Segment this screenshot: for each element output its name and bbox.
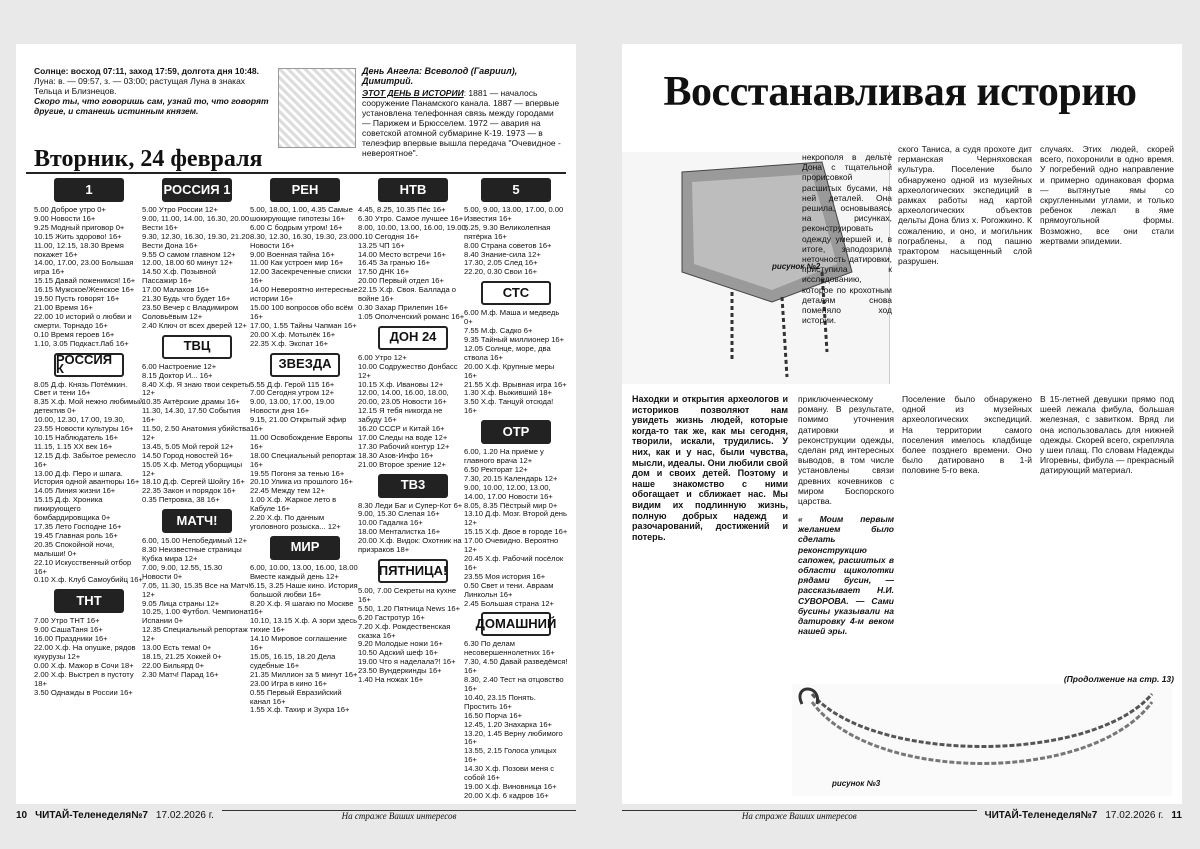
channel-logo: СТС	[481, 281, 551, 305]
program-item: 9.15, 21.00 Открытый эфир 16+	[250, 415, 347, 434]
program-item: 14.30 Х.ф. Позови меня с собой 16+	[464, 764, 555, 783]
channel-column-2	[142, 174, 252, 680]
program-item: 7.55 М.ф. Садко 6+	[464, 326, 533, 336]
program-item: 4.45, 8.25, 10.35 Пёс 16+	[358, 205, 446, 214]
channel-logo: ТВ3	[378, 474, 448, 498]
program-item: 18.00 Менталистка 16+	[358, 527, 441, 537]
channel-logo: ТНТ	[54, 589, 124, 613]
program-item: 14.00 Место встречи 16+	[358, 249, 446, 259]
program-item: 17.35 Лето Господне 16+	[34, 522, 122, 531]
program-item: 13.00 Д.ф. Перо и шпага. История одной авантюры 16+	[34, 468, 140, 487]
program-item: 22.20, 0.30 Свои 16+	[464, 267, 538, 277]
angel-day-box	[362, 66, 562, 158]
program-item: 17.00 Малахов 16+	[142, 285, 210, 295]
left-footer	[16, 806, 576, 824]
program-item: 7.00, 9.00, 12.55, 15.30 Новости 0+	[142, 562, 223, 581]
program-item: 19.00 Х.ф. Виновница 16+	[464, 781, 557, 791]
caption-2: рисунок №2	[772, 262, 821, 271]
program-item: 1.05 Ополченский романс 16+	[358, 311, 465, 321]
program-item: 22.00 10 историй о любви и смерти. Торнадо 16+	[34, 311, 132, 330]
channel-logo: 1	[54, 178, 124, 202]
page-number: 10	[16, 809, 28, 821]
channel-logo: РОССИЯ 1	[162, 178, 232, 202]
caption-3: рисунок №3	[832, 779, 881, 788]
program-item: 14.50 Город новостей 16+	[142, 450, 233, 460]
program-item: 6.00 Утро 12+	[358, 352, 407, 362]
column-2-top: ского Таниса, а судя прохоте дит германская Черняховская культура. Поселение было обнаружено одной из музейных археологических экспедиций в рамках работы над картой археологических объектов дельты Дона близ х. Рогожкино. К сожалению, и оно, и могильник пограблены, а под пашню трактором насыщенный слой разрушен.	[898, 144, 1032, 267]
program-item: 3.50 Однажды в России 16+	[34, 687, 133, 697]
channel-logo: ТВЦ	[162, 335, 232, 359]
history-text: : 1881 — началось сооружение Панамского канала. 1887 — впервые установлена телефонная связь между городами — Парижем и Брюсселем. 1972 — авария на советской атомной субмарине К-19. 1973 — в телеэфир впервые вышла передача "Очевидное - невероятное".	[362, 88, 561, 158]
almanac	[34, 66, 270, 116]
program-item: 0.30 Захар Прилепин 16+	[358, 302, 449, 312]
program-item: 21.00 Время 16+	[34, 302, 93, 312]
program-item: 20.00 Первый отдел 16+	[358, 276, 444, 286]
program-item: 12.15 Д.ф. Забытое ремесло 16+	[34, 450, 136, 469]
program-item: 16.20 СССР и Китай 16+	[358, 424, 445, 434]
channel-logo: МИР	[270, 536, 340, 560]
program-item: 6.30 По делам несовершеннолетних 16+	[464, 639, 555, 658]
program-item: 15.05, 16.15, 18.20 Дела судебные 16+	[250, 651, 336, 670]
program-item: 23.55 Моя история 16+	[464, 571, 546, 581]
program-item: 2.30 Матч! Парад 16+	[142, 669, 219, 679]
channel-logo: НТВ	[378, 178, 448, 202]
program-item: 19.00 Что я наделала?! 16+	[358, 657, 456, 667]
program-item: 11.15, 1.15 ХХ век 16+	[34, 441, 113, 451]
program-item: 10.35 Актёрские драмы 16+	[142, 397, 240, 407]
program-item: 8.30 Леди Баг и Супер-Кот 6+	[358, 500, 463, 510]
program-item: 20.00 Х.ф. Крупные меры 16+	[464, 361, 555, 380]
program-item: 9.55 О самом главном 12+	[142, 249, 236, 259]
program-item: 12.05 Солнце, море, два ствола 16+	[464, 343, 551, 362]
program-item: 7.05, 11.30, 15.35 Все на Матч! 12+	[142, 580, 251, 599]
program-item: 14.00 Невероятно интересные истории 16+	[250, 285, 358, 304]
program-item: 9.35 Тайный миллионер 16+	[464, 334, 565, 344]
program-item: 12.45, 1.20 Знахарка 16+	[464, 719, 552, 729]
program-item: 7.20 Х.ф. Рождественская сказка 16+	[358, 621, 451, 640]
program-item: 23.50 Вундеркинды 16+	[358, 666, 442, 676]
program-item: 8.00, 10.00, 13.00, 16.00, 19.00, 0.10 Сегодня 16+	[358, 222, 468, 241]
program-item: 9.20 Молодые ножи 16+	[358, 639, 443, 649]
program-item: 20.00 Х.ф. Видок: Охотник на призраков 18+	[358, 536, 462, 555]
program-item: 22.15 Х.ф. Своя. Баллада о войне 16+	[358, 285, 457, 304]
program-item: 6.00, 10.00, 13.00, 16.00, 18.00 Вместе каждый день 12+	[250, 562, 358, 581]
program-item: 6.20 Гастротур 16+	[358, 612, 425, 622]
program-item: 9.00, 10.00, 12.00, 13.00, 14.00, 17.00 Новости 16+	[464, 482, 553, 501]
date: 17.02.2026 г.	[155, 809, 214, 821]
program-item: 10.50 Адский шеф 16+	[358, 648, 438, 658]
program-item: 13.00 Есть тема! 0+	[142, 643, 212, 653]
program-item: 8.40 Знание-сила 12+	[464, 249, 541, 259]
program-item: 22.45 Между тем 12+	[250, 486, 325, 496]
slogan: На страже Ваших интересов	[222, 810, 576, 821]
program-item: 0.35 Петровка, 38 16+	[142, 495, 220, 505]
program-item: 18.30 Азов-Инфо 16+	[358, 450, 434, 460]
program-item: 20.35 Спокойной ночи, малыши! 0+	[34, 539, 115, 558]
program-item: 8.05, 8.35 Пёстрый мир 0+	[464, 500, 558, 510]
quote: « Моим первым желанием было сделать реконструкцию сапожек, расшитых в области щиколотки рядами бусин, — рассказывает Н.И. СУВОРОВА. — Сами бусины указывали на датировку 4-м веком нашей эры.	[798, 514, 894, 637]
program-item: 9.00, 15.30 Слепая 16+	[358, 509, 440, 519]
program-item: 21.55 Х.ф. Врывная игра 16+	[464, 379, 567, 389]
program-item: 8.30 Неизвестные страницы Кубка мира 12+	[142, 545, 242, 563]
channel-logo: 5	[481, 178, 551, 202]
channel-logo: ПЯТНИЦА!	[378, 559, 448, 583]
channel-column-5	[464, 174, 568, 801]
continued-note: (Продолжение на стр. 13)	[1063, 674, 1174, 684]
program-item: 9.00 Новости 16+	[34, 213, 96, 223]
program-item: 13.45, 5.05 Мой герой 12+	[142, 441, 234, 451]
program-item: 5.00, 9.00, 13.00, 17.00, 0.00 Известия 16+	[464, 205, 564, 223]
program-item: 16.45 За гранью 16+	[358, 258, 431, 268]
program-item: 13.20, 1.45 Верну любимого 16+	[464, 728, 563, 747]
program-item: 17.30, 2.05 След 16+	[464, 258, 538, 268]
program-item: 0.10 Х.ф. Клуб Самоубийц 16+	[34, 575, 143, 585]
program-item: 11.00 Освобождение Европы 16+	[250, 432, 353, 451]
column-right-3: В 15-летней девушки прямо под шеей лежала фибула, большая железная, с завитком. Вряд ли она использовалась для нижней одежды. Скорей всего, скрепляла у шеи плащ. По словам Надежды Игоревны, фибула — прекрасный датирующий материал.	[1040, 394, 1174, 476]
program-item: 16.15 Мужское/Женское 16+	[34, 285, 135, 295]
program-item: 6.00 М.ф. Маша и медведь 0+	[464, 308, 560, 327]
program-item: 6.00 Настроение 12+	[142, 361, 217, 371]
program-item: 22.35 Закон и порядок 16+	[142, 486, 236, 496]
program-item: 18.15, 21.25 Хоккей 0+	[142, 651, 222, 661]
channel-column-1	[34, 174, 144, 698]
program-item: 8.35 Х.ф. Мой нежно любимый детектив 0+	[34, 397, 144, 416]
program-item: 12.35 Специальный репортаж 12+	[142, 625, 248, 644]
program-item: 6.00, 1.20 На приёме у главного врача 12+	[464, 447, 544, 466]
program-item: 10.00 Содружество Донбасс 12+	[358, 361, 458, 380]
program-item: 22.10 Искусственный отбор 16+	[34, 557, 132, 576]
program-item: 0.55 Первый Евразийский канал 16+	[250, 687, 342, 706]
channel-logo: МАТЧ!	[162, 509, 232, 533]
program-item: 6.00 С бодрым утром! 16+	[250, 222, 343, 232]
program-item: 8.40 Х.ф. Я знаю твои секреты 12+	[142, 379, 251, 398]
program-item: 14.50 Х.ф. Позывной Пассажир 16+	[142, 267, 216, 286]
program-item: 6.30 Утро. Самое лучшее 16+	[358, 213, 464, 223]
channel-column-4	[358, 174, 468, 685]
program-item: 8.30, 2.40 Тест на отцовство 16+	[464, 675, 564, 693]
page-number: 11	[1171, 809, 1182, 821]
day-title: Вторник, 24 февраля	[34, 146, 263, 172]
program-item: 0.10 Время героев 16+	[34, 329, 115, 339]
program-item: 21.35 Миллион за 5 минут 16+	[250, 669, 358, 679]
program-item: 1.10, 3.05 Подкаст.Лаб 16+	[34, 338, 129, 348]
program-item: 3.50 Х.ф. Танцуй отсюда! 16+	[464, 397, 554, 416]
program-item: 17.00 Очевидно. Вероятно 12+	[464, 536, 559, 555]
program-item: 13.10 Д.ф. Мозг. Второй день 12+	[464, 509, 567, 528]
channel-logo: ДОМАШНИЙ	[481, 612, 551, 636]
program-item: 8.15 Доктор И... 16+	[142, 370, 213, 380]
headline: Восстанавливая историю	[663, 69, 1137, 115]
program-item: 10.15 Х.ф. Ивановы 12+	[358, 379, 444, 389]
program-item: 14.00, 17.00, 23.00 Большая игра 16+	[34, 258, 134, 277]
program-item: 6.50 Ректорат 12+	[464, 464, 528, 474]
left-page	[16, 44, 576, 804]
program-item: 15.15 Д.ф. Хроника пикирующего бомбардировщика 0+	[34, 495, 111, 523]
program-item: 9.05 Лица страны 12+	[142, 598, 220, 608]
program-item: 9.00 СашаТаня 16+	[34, 625, 103, 635]
program-item: 8.30, 12.30, 16.30, 19.30, 23.00 Новости 16+	[250, 231, 358, 250]
program-item: 5.00, 18.00, 1.00, 4.35 Самые шокирующие гипотезы 16+	[250, 205, 353, 223]
program-item: 5.00 Доброе утро 0+	[34, 205, 106, 214]
program-item: 10.15 Наблюдатель 16+	[34, 432, 119, 442]
program-item: 17.00 Следы на воде 12+	[358, 432, 448, 442]
brand: ЧИТАЙ-Теленеделя№7	[35, 809, 148, 821]
program-item: 10.15 Жить здорово! 16+	[34, 231, 122, 241]
program-item: 9.30, 12.30, 16.30, 19.30, 21.20 Вести Дона 16+	[142, 231, 250, 250]
right-footer	[622, 806, 1182, 824]
angel-title: День Ангела: Всеволод (Гавриил), Димитрий.	[362, 66, 518, 86]
column-1-top: некрополя в дельте Дона с тщательной прорисовкой расшитых бусами, на ней деталей. Она решила, основываясь на рисунках, реконструировать одежду умершей и, в итоге, заподозрила неточность датировки, приступила к исследованию, которое по крохотным деталям снова поменяло ход истории.	[802, 152, 892, 326]
program-item: 20.00 Х.ф. 6 кадров 16+	[464, 790, 549, 800]
moon-info: Луна: в. — 09:57, з. — 03:00; растущая Луна в знаках Тельца и Близнецов.	[34, 76, 246, 96]
column-mid: приключенческому роману. В результате, помимо уточнения датировки и реконструкции одежды, сделан ряд интересных выводов, в том числе установлены связи древних кочевников с миром Боспорского царства.	[798, 394, 894, 507]
program-item: 10.00, 12.30, 17.00, 19.30, 23.55 Новости культуры 16+	[34, 415, 134, 434]
program-item: 11.30, 14.30, 17.50 События 16+	[142, 406, 241, 425]
program-item: 19.50 Пусть говорят 16+	[34, 294, 120, 304]
program-item: 10.10, 13.15 Х.ф. А зори здесь тихие 16+	[250, 616, 358, 635]
date: 17.02.2026 г.	[1105, 809, 1164, 821]
program-item: 7.00 Сегодня утром 12+	[250, 388, 335, 398]
program-item: 5.50, 1.20 Пятница News 16+	[358, 603, 461, 613]
channel-logo: ОТР	[481, 420, 551, 444]
program-item: 18.00 Специальный репортаж 16+	[250, 450, 356, 469]
program-item: 17.50 ДНК 16+	[358, 267, 410, 277]
program-item: 10.40, 23.15 Понять. Простить 16+	[464, 692, 536, 711]
program-item: 2.45 Большая страна 12+	[464, 598, 554, 608]
program-item: 8.00 Страна советов 16+	[464, 240, 552, 250]
program-item: 15.00 100 вопросов обо всём 16+	[250, 302, 353, 321]
program-item: 10.00 Гадалка 16+	[358, 518, 423, 528]
program-item: 17.00, 1.55 Тайны Чапман 16+	[250, 320, 357, 330]
channel-logo: ДОН 24	[378, 326, 448, 350]
program-item: 14.05 Линия жизни 16+	[34, 486, 116, 496]
program-item: 13.55, 2.15 Голоса улицых 16+	[464, 746, 557, 765]
channel-logo: ЗВЕЗДА	[270, 353, 340, 377]
program-item: 6.00, 15.00 Непобедимый 12+	[142, 536, 248, 546]
column-right-2: Поселение было обнаружено одной из музейных археологических экспедиций. На территории самого поселения имелось кладбище более позднего времени. Оно было датировано в 1-й половине 5-го века.	[902, 394, 1032, 476]
program-item: 15.05 Х.ф. Метод уборщицы 12+	[142, 459, 243, 478]
program-item: 19.55 Погоня за тенью 16+	[250, 468, 345, 478]
lead-paragraph: Находки и открытия археологов и историков позволяют нам увидеть жизнь людей, которые когда-то так же, как мы сегодня, творили, искали, трудились. У них, как и у нас, были чувства, мысли, идеалы. Они любили свой дом и своих детей. Поэтому и наше знакомство с ними обогащает и сближает нас. Мы видим их подлинную жизнь, полную добрых надежд и разочарований, достижений и потерь.	[632, 394, 788, 542]
program-item: 9.00 Военная тайна 16+	[250, 249, 335, 259]
channel-logo: РОССИЯ К	[54, 353, 124, 377]
program-item: 0.00 Х.ф. Мажор в Сочи 18+	[34, 660, 134, 670]
program-item: 16.00 Праздники 16+	[34, 634, 108, 644]
channel-logo: РЕН	[270, 178, 340, 202]
channel-column-3	[250, 174, 360, 715]
program-item: 20.00 Х.ф. Мотылёк 16+	[250, 329, 336, 339]
program-item: 7.30, 4.50 Давай разведёмся! 16+	[464, 657, 568, 676]
program-item: 1.55 Х.ф. Тахир и Зухра 16+	[250, 705, 350, 715]
program-item: 5.00, 7.00 Секреты на кухне 16+	[358, 586, 457, 604]
program-item: 18.10 Д.ф. Сергей Шойгу 16+	[142, 477, 245, 487]
program-item: 9.00, 11.00, 14.00, 16.30, 20.00 Вести 16+	[142, 213, 250, 232]
program-item: 7.30, 20.15 Календарь 12+	[464, 473, 558, 483]
program-item: 22.00 Бильярд 0+	[142, 660, 205, 670]
program-item: 5.25, 9.30 Великолепная пятёрка 16+	[464, 222, 551, 241]
program-item: 17.30 Рабочий контур 12+	[358, 441, 450, 451]
program-item: 12.00, 18.00 60 минут 12+	[142, 258, 233, 268]
program-item: 21.30 Будь что будет 16+	[142, 294, 231, 304]
proverb: Скоро ты, что говоришь сам, узнай то, что говорят другие, и станешь истинным князем.	[34, 96, 269, 116]
program-item: 15.15 Х.ф. Двое в городе 16+	[464, 527, 568, 537]
program-item: 16.50 Порча 16+	[464, 710, 523, 720]
program-item: 1.00 Х.ф. Жаркое лето в Кабуле 16+	[250, 495, 337, 514]
program-item: 1.30 Х.ф. Выживший 18+	[464, 388, 552, 398]
program-item: 0.50 Свет и тени. Авраам Линкольн 16+	[464, 580, 554, 599]
program-item: 20.10 Улика из прошлого 16+	[250, 477, 353, 487]
program-item: 2.40 Ключ от всех дверей 12+	[142, 320, 247, 330]
program-item: 6.15, 3.25 Наше кино. История большой любви 16+	[250, 580, 358, 599]
program-item: 23.00 Игра в кино 16+	[250, 678, 328, 688]
program-item: 8.20 Х.ф. Я шагаю по Москве 16+	[250, 598, 354, 617]
program-item: 5.55 Д.ф. Герой 115 16+	[250, 379, 335, 389]
program-item: 9.25 Модный приговор 0+	[34, 222, 125, 232]
program-item: 12.00, 14.00, 16.00, 18.00, 20.00, 23.05 Новости 16+	[358, 388, 449, 407]
program-item: 13.25 ЧП 16+	[358, 240, 405, 250]
program-item: 22.35 Х.ф. Экспат 16+	[250, 338, 329, 348]
decorative-illustration	[278, 68, 356, 148]
right-page	[622, 44, 1182, 804]
program-item: 21.00 Второе зрение 12+	[358, 459, 446, 469]
sun-info: Солнце: восход 07:11, заход 17:59, долгота дня 10:48.	[34, 66, 259, 76]
program-item: 15.15 Давай поженимся! 16+	[34, 276, 136, 286]
history-label: ЭТОТ ДЕНЬ В ИСТОРИИ	[362, 88, 464, 98]
program-item: 5.00 Утро России 12+	[142, 205, 218, 214]
program-item: 2.00 Х.ф. Выстрел в пустоту 18+	[34, 669, 134, 688]
program-item: 12.00 Засекреченные списки 16+	[250, 267, 352, 286]
program-item: 10.25, 1.00 Футбол. Чемпионат Испании 0+	[142, 607, 252, 626]
program-item: 2.20 Х.ф. По данным уголовного розыска... 12+	[250, 513, 341, 531]
program-item: 20.45 Х.ф. Рабочий посёлок 16+	[464, 554, 564, 572]
program-item: 11.00, 12.15, 18.30 Время покажет 16+	[34, 240, 124, 259]
program-item: 11.50, 2.50 Анатомия убийства 12+	[142, 424, 251, 442]
brand: ЧИТАЙ-Теленеделя№7	[984, 809, 1098, 821]
program-item: 23.50 Вечер с Владимиром Соловьёвым 12+	[142, 302, 239, 321]
column-3-top: случаях. Этих людей, скорей всего, похоронили в одно время. У погребений одно направление и примерно одинаковая форма — вытянутые ямы со скругленными углами, и только ребенок лежал в яме прямоугольной формы. Возможно, все они стали жертвами эпидемии.	[1040, 144, 1174, 246]
program-item: 7.00 Утро ТНТ 16+	[34, 616, 100, 626]
program-item: 8.05 Д.ф. Князь Потёмкин. Свет и тени 16+	[34, 379, 128, 398]
program-item: 9.00, 13.00, 17.00, 19.00 Новости дня 16+	[250, 397, 335, 416]
program-item: 19.45 Главная роль 16+	[34, 530, 118, 540]
program-item: 22.00 Х.ф. На опушке, рядов кукурузы 12+	[34, 643, 136, 661]
program-item: 1.40 На ножах 16+	[358, 675, 424, 685]
slogan: На страже Ваших интересов	[622, 810, 977, 821]
program-item: 14.10 Мировое соглашение 16+	[250, 634, 347, 653]
program-item: 12.15 Я тебя никогда не забуду 16+	[358, 406, 443, 425]
program-item: 11.00 Как устроен мир 16+	[250, 258, 344, 268]
